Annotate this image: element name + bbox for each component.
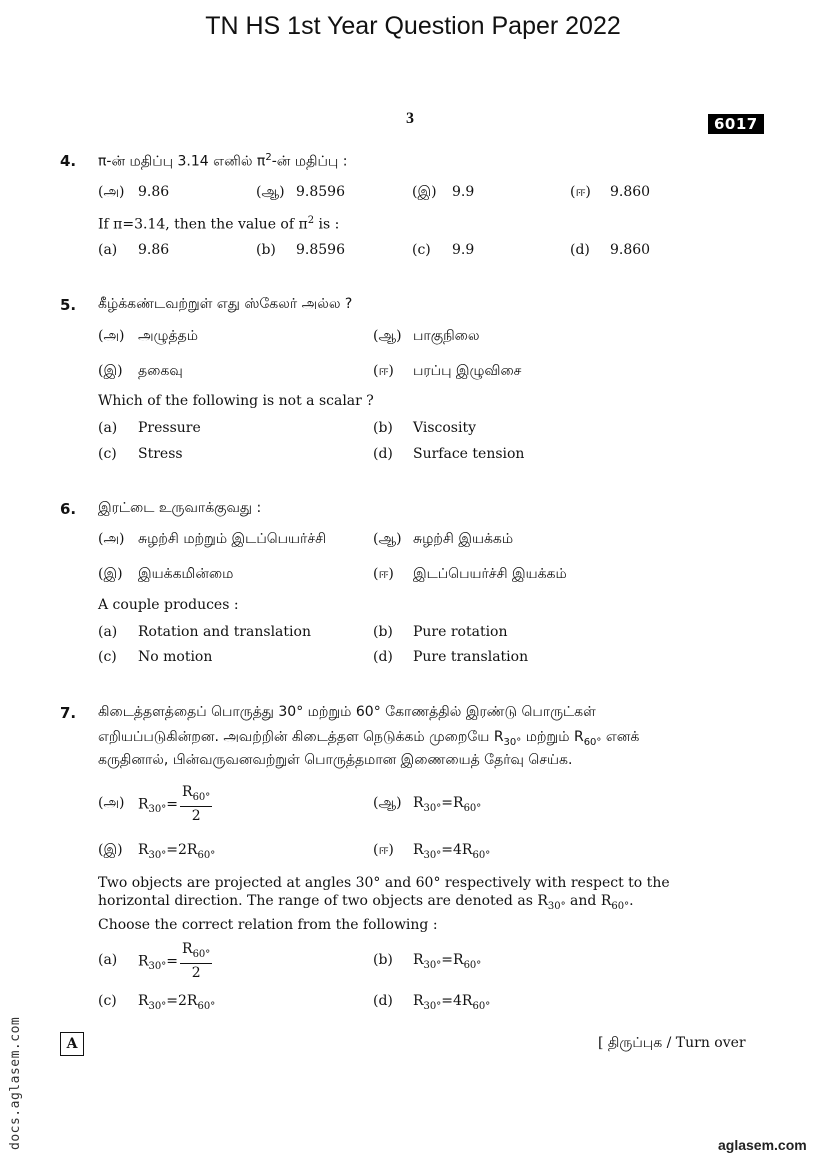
option-value: 9.860 (610, 184, 651, 200)
option-label: (d) (373, 446, 393, 462)
question-text-tamil: கீழ்க்கண்டவற்றுள் எது ஸ்கேலர் அல்ல ? (98, 296, 353, 312)
option-formula: $R_{30^\circ}=2R_{60^\circ}$ (138, 993, 216, 1012)
option-label: (a) (98, 420, 118, 436)
option-label: (d) (373, 649, 393, 665)
option-label: (ஈ) (373, 842, 394, 858)
question-text-english-line1: Two objects are projected at angles 30° and 60° respectively with respect to the (98, 875, 670, 891)
option-label: (a) (98, 952, 118, 968)
question-text-english-line3: Choose the correct relation from the following : (98, 916, 438, 933)
option-label: (c) (98, 446, 117, 462)
question-number: 7. (60, 704, 77, 722)
question-text-tamil-line2: எறியப்படுகின்றன. அவற்றின் கிடைத்தள நெடுக்கம் முறையே $R_{30^\circ}$ மற்றும் $R_{60^\circ}$ எனக் (98, 729, 640, 748)
turn-over-text: [ திருப்புக / Turn over (598, 1035, 746, 1051)
option-value: இடப்பெயர்ச்சி இயக்கம் (413, 566, 567, 582)
option-label: (c) (98, 649, 117, 665)
option-label: (இ) (98, 363, 123, 379)
option-label: (b) (373, 952, 393, 968)
question-number: 4. (60, 152, 77, 170)
option-label: (அ) (98, 531, 125, 547)
option-label: (a) (98, 624, 118, 640)
option-value: இயக்கமின்மை (138, 566, 234, 582)
option-label: (ஆ) (256, 184, 285, 200)
question-text-tamil: π-ன் மதிப்பு 3.14 எனில் $\pi^2-ன்$ மதிப்பு : (98, 152, 348, 170)
option-value: Viscosity (413, 420, 476, 436)
option-value: 9.9 (452, 242, 475, 258)
question-text-english: Which of the following is not a scalar ? (98, 393, 374, 409)
page-title: TN HS 1st Year Question Paper 2022 (205, 12, 621, 40)
option-value: 9.86 (138, 242, 170, 258)
watermark-side-text: docs.aglasem.com (8, 1016, 23, 1150)
option-label: (b) (373, 624, 393, 640)
option-value: 9.8596 (296, 242, 345, 258)
option-value: Surface tension (413, 446, 525, 462)
option-label: (b) (373, 420, 393, 436)
option-label: (d) (570, 242, 590, 258)
site-footer-link[interactable]: aglasem.com (718, 1137, 807, 1153)
option-label: (ஆ) (373, 795, 402, 811)
question-text-english-line2: horizontal direction. The range of two objects are denoted as $R_{30^\circ}$ and $R_{60^\circ}$. (98, 893, 634, 912)
option-value: அழுத்தம் (138, 328, 199, 344)
paper-code: 6017 (708, 114, 764, 134)
question-number: 6. (60, 500, 77, 518)
question-number: 5. (60, 296, 77, 314)
option-value: பாகுநிலை (413, 328, 480, 344)
question-text-tamil-line1: கிடைத்தளத்தைப் பொருத்து 30° மற்றும் 60° கோணத்தில் இரண்டு பொருட்கள் (98, 704, 596, 720)
option-label: (அ) (98, 184, 125, 200)
option-value: பரப்பு இழுவிசை (413, 363, 522, 379)
option-label: (c) (98, 993, 117, 1009)
option-formula: $R_{30^\circ}=R_{60^\circ}$ (413, 795, 482, 814)
option-value: தகைவு (138, 363, 183, 379)
option-formula: $R_{30^\circ}=$ $\frac{R_{60^\circ}}{2}$ (138, 784, 211, 824)
option-value: Pressure (138, 420, 201, 436)
option-label: (c) (412, 242, 431, 258)
page-number: 3 (406, 110, 414, 127)
option-label: (a) (98, 242, 118, 258)
option-value: 9.8596 (296, 184, 345, 200)
option-label: (இ) (98, 842, 123, 858)
option-formula: $R_{30^\circ}=4R_{60^\circ}$ (413, 842, 491, 861)
option-value: No motion (138, 649, 213, 665)
option-label: (அ) (98, 328, 125, 344)
option-value: 9.9 (452, 184, 475, 200)
option-value: Pure rotation (413, 624, 508, 640)
option-label: (ஆ) (373, 531, 402, 547)
option-label: (d) (373, 993, 393, 1009)
question-text-tamil: இரட்டை உருவாக்குவது : (98, 500, 262, 516)
option-value: Pure translation (413, 649, 529, 665)
option-value: 9.860 (610, 242, 651, 258)
question-text-english (98, 874, 728, 934)
option-label: (இ) (98, 566, 123, 582)
option-value: சுழற்சி மற்றும் இடப்பெயர்ச்சி (138, 531, 327, 547)
option-label: (ஆ) (373, 328, 402, 344)
option-label: (b) (256, 242, 276, 258)
series-box: A (60, 1032, 84, 1056)
question-text-tamil-line3: கருதினால், பின்வருவனவற்றுள் பொருத்தமான இணையைத் தேர்வு செய்க. (98, 752, 573, 768)
option-value: சுழற்சி இயக்கம் (413, 531, 514, 547)
option-formula: $R_{30^\circ}=2R_{60^\circ}$ (138, 842, 216, 861)
option-value: Rotation and translation (138, 624, 311, 640)
question-text-english: If π=3.14, then the value of $\pi^2$ is : (98, 215, 340, 233)
option-label: (இ) (412, 184, 437, 200)
option-value: Stress (138, 446, 183, 462)
option-value: 9.86 (138, 184, 170, 200)
option-formula: $R_{30^\circ}=4R_{60^\circ}$ (413, 993, 491, 1012)
option-formula: $R_{30^\circ}=$ $\frac{R_{60^\circ}}{2}$ (138, 941, 211, 981)
option-label: (ஈ) (373, 566, 394, 582)
question-text-english: A couple produces : (98, 597, 239, 613)
option-formula: $R_{30^\circ}=R_{60^\circ}$ (413, 952, 482, 971)
option-label: (ஈ) (373, 363, 394, 379)
option-label: (ஈ) (570, 184, 591, 200)
option-label: (அ) (98, 795, 125, 811)
